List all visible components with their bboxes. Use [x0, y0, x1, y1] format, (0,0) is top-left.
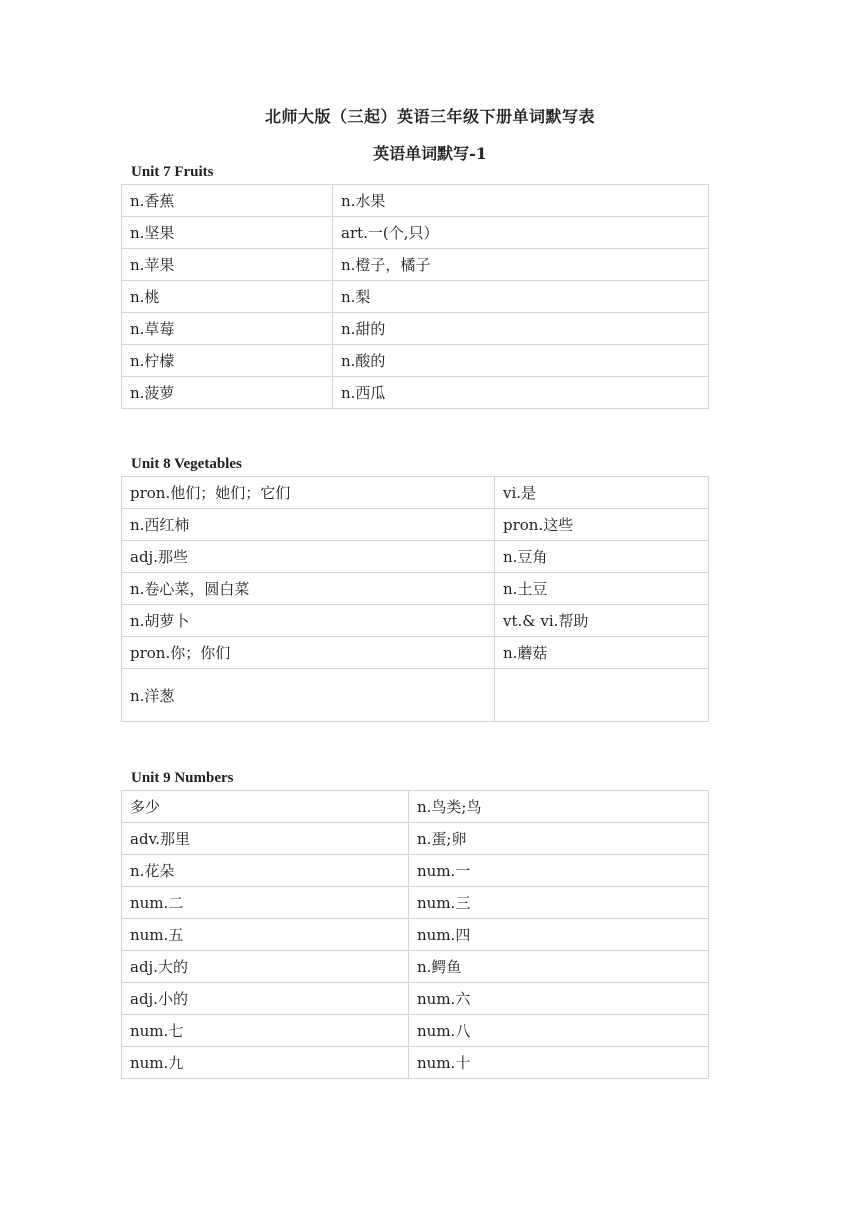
word-cell: pron.他们；她们；它们 [122, 477, 495, 509]
table-row [122, 541, 709, 573]
word-cell: n.鳄鱼 [409, 951, 709, 983]
word-cell: n.蛋;卵 [409, 823, 709, 855]
word-cell: adj.小的 [122, 983, 409, 1015]
word-cell: num.四 [409, 919, 709, 951]
word-cell: n.胡萝卜 [122, 605, 495, 637]
unit-9-heading: Unit 9 Numbers [131, 770, 234, 786]
unit-7-heading: Unit 7 Fruits [131, 164, 214, 180]
unit-7-word-table [121, 184, 709, 409]
word-cell: n.土豆 [495, 573, 709, 605]
table-row [122, 573, 709, 605]
table-row [122, 637, 709, 669]
table-row [122, 1015, 709, 1047]
table-row [122, 823, 709, 855]
word-cell: adj.那些 [122, 541, 495, 573]
table-row [122, 477, 709, 509]
table-row [122, 791, 709, 823]
word-cell: n.蘑菇 [495, 637, 709, 669]
word-cell: n.鸟类;鸟 [409, 791, 709, 823]
table-row [122, 605, 709, 637]
table-row [122, 313, 709, 345]
word-cell: n.豆角 [495, 541, 709, 573]
table-row [122, 669, 709, 722]
word-cell: num.六 [409, 983, 709, 1015]
word-cell: adj.大的 [122, 951, 409, 983]
table-row [122, 185, 709, 217]
unit-8-word-table [121, 476, 709, 722]
word-cell: n.草莓 [122, 313, 333, 345]
word-cell: n.桃 [122, 281, 333, 313]
table-row [122, 377, 709, 409]
table-row [122, 855, 709, 887]
table-row [122, 217, 709, 249]
unit-8-heading: Unit 8 Vegetables [131, 456, 242, 472]
word-cell: n.梨 [333, 281, 709, 313]
word-cell: num.二 [122, 887, 409, 919]
word-cell: num.七 [122, 1015, 409, 1047]
table-row [122, 887, 709, 919]
word-cell: n.柠檬 [122, 345, 333, 377]
word-cell: adv.那里 [122, 823, 409, 855]
table-row [122, 919, 709, 951]
table-row [122, 951, 709, 983]
word-cell: n.橙子，橘子 [333, 249, 709, 281]
word-cell: n.洋葱 [122, 669, 495, 722]
word-cell: n.卷心菜，圆白菜 [122, 573, 495, 605]
word-cell: vi.是 [495, 477, 709, 509]
word-cell: n.苹果 [122, 249, 333, 281]
word-cell: pron.你；你们 [122, 637, 495, 669]
word-cell: num.十 [409, 1047, 709, 1079]
word-cell: num.九 [122, 1047, 409, 1079]
word-cell: n.酸的 [333, 345, 709, 377]
document-title: 北师大版（三起）英语三年级下册单词默写表 [264, 107, 595, 126]
table-row [122, 249, 709, 281]
word-cell: n.西瓜 [333, 377, 709, 409]
word-cell: n.坚果 [122, 217, 333, 249]
document-subtitle: 英语单词默写-1 [373, 144, 487, 163]
word-cell: num.五 [122, 919, 409, 951]
table-row [122, 1047, 709, 1079]
table-row [122, 509, 709, 541]
word-cell: n.甜的 [333, 313, 709, 345]
word-cell: vt.& vi.帮助 [495, 605, 709, 637]
unit-9-word-table [121, 790, 709, 1079]
table-row [122, 983, 709, 1015]
word-cell [495, 669, 709, 722]
word-cell: pron.这些 [495, 509, 709, 541]
word-cell: n.水果 [333, 185, 709, 217]
word-cell: n.菠萝 [122, 377, 333, 409]
word-cell: n.花朵 [122, 855, 409, 887]
word-cell: n.香蕉 [122, 185, 333, 217]
word-cell: num.一 [409, 855, 709, 887]
word-cell: 多少 [122, 791, 409, 823]
word-cell: n.西红柿 [122, 509, 495, 541]
word-cell: num.三 [409, 887, 709, 919]
table-row [122, 345, 709, 377]
table-row [122, 281, 709, 313]
word-cell: art.一(个,只） [333, 217, 709, 249]
word-cell: num.八 [409, 1015, 709, 1047]
